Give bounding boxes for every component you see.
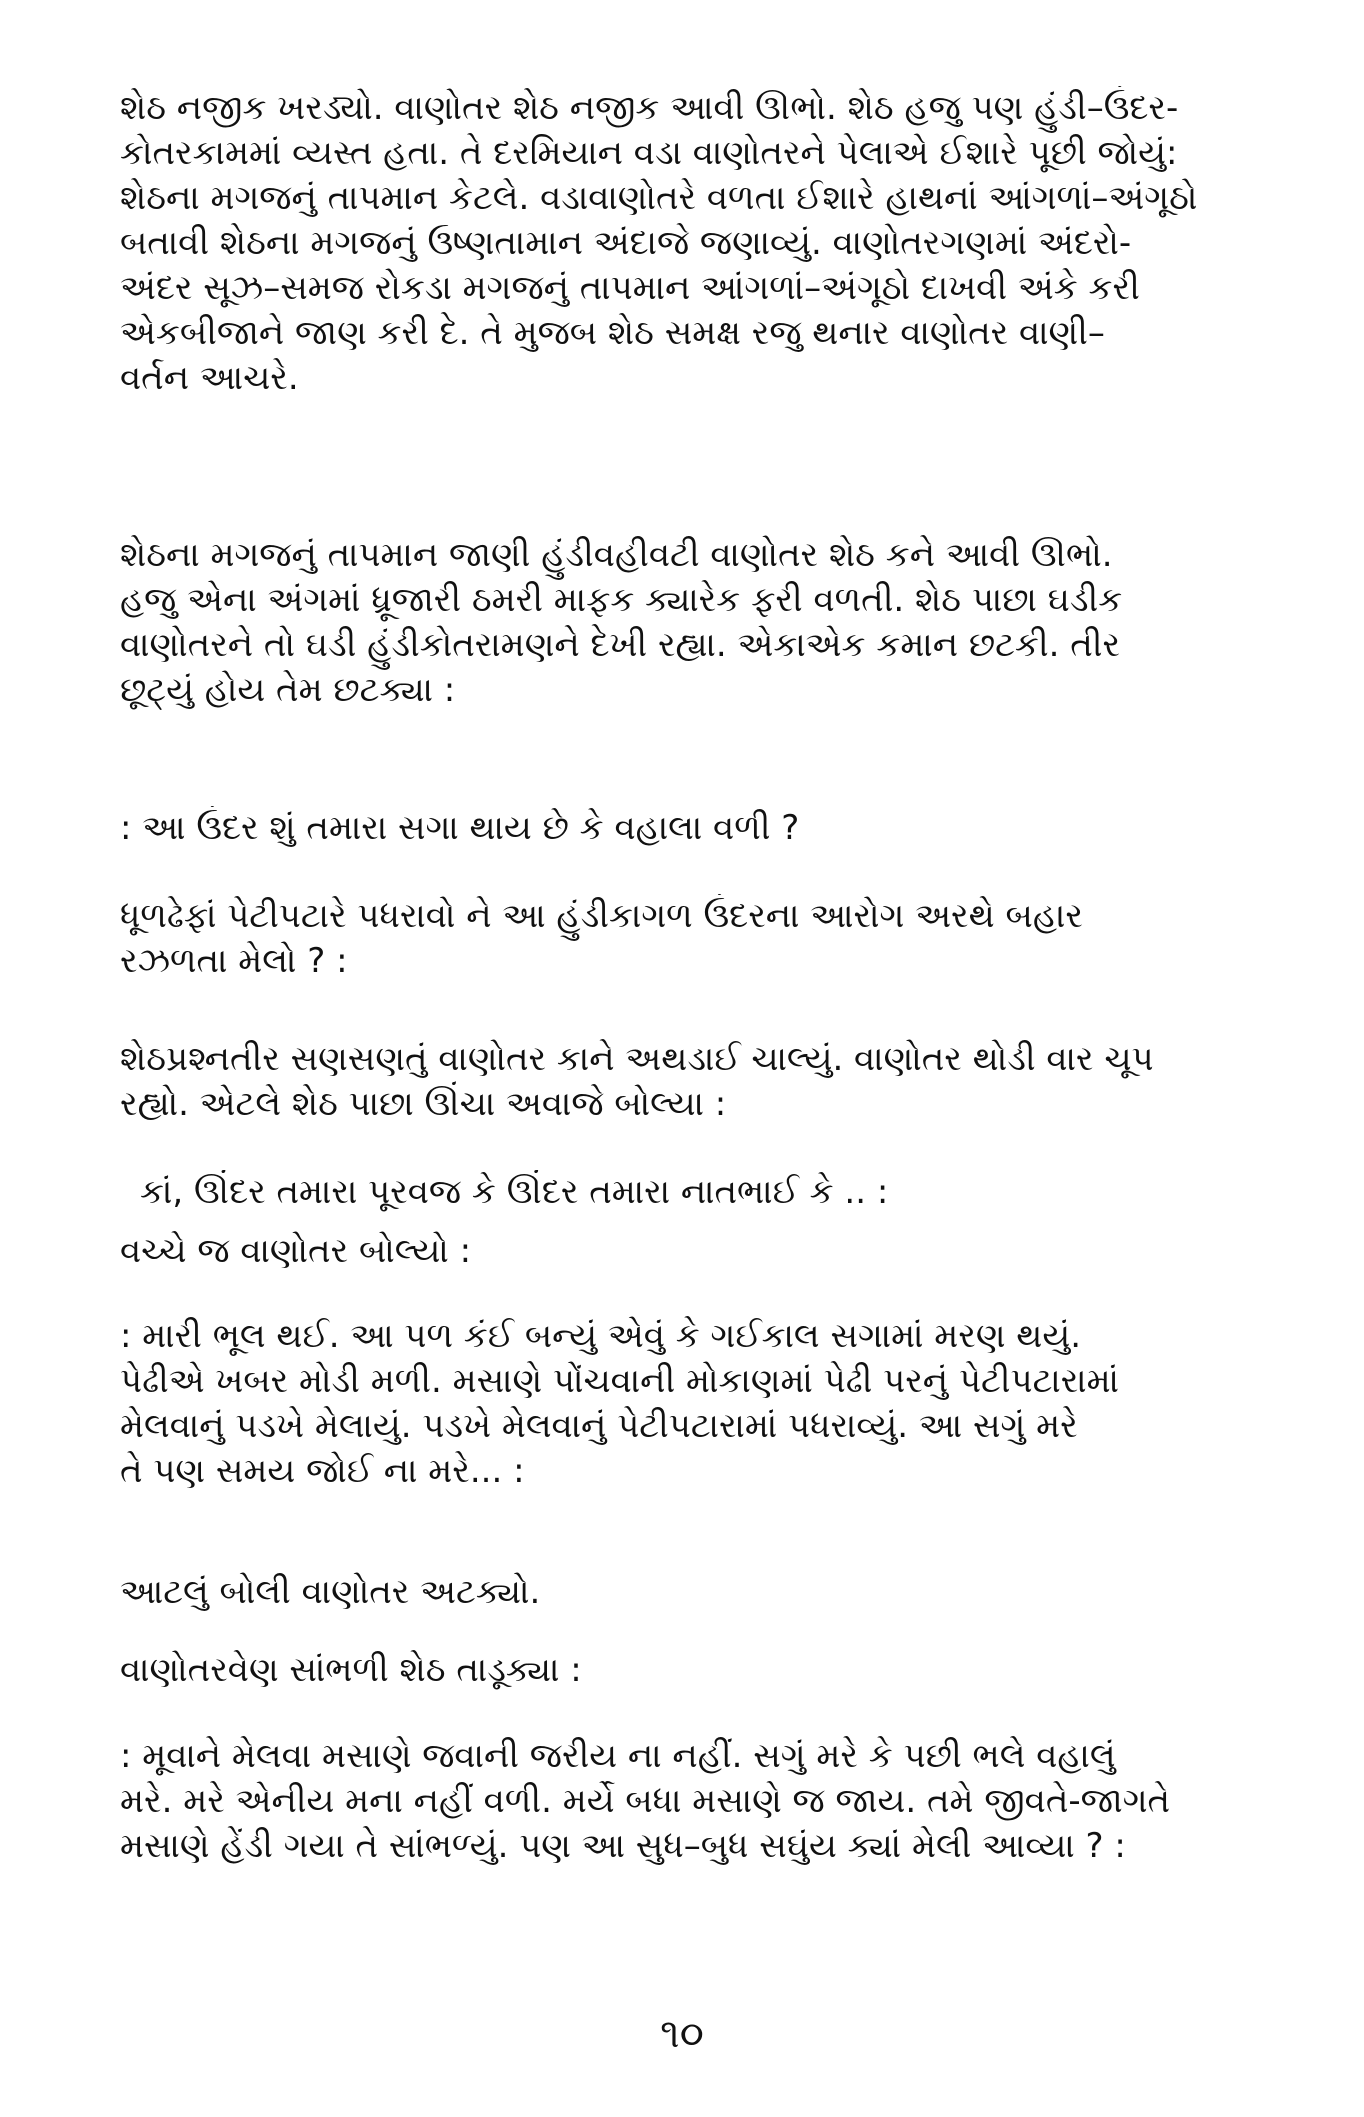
text-line: મેલવાનું પડખે મેલાયું. પડખે મેલવાનું પેટીપટારામાં પધરાવ્યું. આ સગું મરે [120,1406,1078,1446]
text-line: શેઠના મગજનું તાપમાન કેટલે. વડાવાણોતરે વળતા ઈશારે હાથનાં આંગળાં–અંગૂઠો [120,178,1198,218]
text-line: : મૂવાને મેલવા મસાણે જવાની જરીય ના નહીં. સગું મરે કે પછી ભલે વહાલું [120,1736,1116,1776]
paragraph-3 [120,806,1250,851]
text-line: પેઢીએ ખબર મોડી મળી. મસાણે પોંચવાની મોકાણમાં પેઢી પરનું પેટીપટારામાં [120,1361,1119,1401]
text-line: રઝળતા મેલો ? : [120,941,348,981]
text-line: મરે. મરે એનીય મના નહીં વળી. મર્યે બધા મસાણે જ જાય. તમે જીવતે-જાગતે [120,1781,1171,1821]
paragraph-7 [120,1229,1250,1274]
paragraph-10 [120,1648,1250,1693]
text-line: અંદર સૂઝ–સમજ રોકડા મગજનું તાપમાન આંગળાં–અંગૂઠો દાખવી અંકે કરી [120,268,1140,308]
text-line: એકબીજાને જાણ કરી દે. તે મુજબ શેઠ સમક્ષ રજુ થનાર વાણોતર વાણી– [120,313,1105,353]
text-line: કાં, ઊંદર તમારા પૂરવજ કે ઊંદર તમારા નાતભાઈ કે .. : [140,1172,889,1212]
text-line: વાણોતરને તો ઘડી હુંડીકોતરામણને દેખી રહ્યા. એકાએક કમાન છટકી. તીર [120,625,1121,665]
text-line: મસાણે હેંડી ગયા તે સાંભળ્યું. પણ આ સુધ–બુધ સઘુંય ક્યાં મેલી આવ્યા ? : [120,1826,1126,1866]
paragraph-1 [120,86,1250,401]
paragraph-9 [120,1570,1250,1615]
page-number: ૧૦ [660,2011,704,2057]
text-line: બતાવી શેઠના મગજનું ઉષ્ણતામાન અંદાજે જણાવ્યું. વાણોતરગણમાં અંદરો- [120,223,1132,263]
text-line: ધૂળઢેફાં પેટીપટારે પધરાવો ને આ હુંડીકાગળ ઉંદરના આરોગ અરથે બહાર [120,896,1083,936]
paragraph-6 [140,1170,1270,1215]
paragraph-4 [120,894,1250,984]
text-line: કોતરકામમાં વ્યસ્ત હતા. તે દરમિયાન વડા વાણોતરને પેલાએ ઈશારે પૂછી જોયું: [120,133,1178,173]
text-line: : મારી ભૂલ થઈ. આ પળ કંઈ બન્યું એવું કે ગઈકાલ સગામાં મરણ થયું. [120,1316,1082,1356]
text-line: વર્તન આચરે. [120,358,299,398]
paragraph-2 [120,533,1250,713]
text-line: વાણોતરવેણ સાંભળી શેઠ તાડૂક્યા : [120,1650,582,1690]
text-line: : આ ઉંદર શું તમારા સગા થાય છે કે વહાલા વળી ? [120,808,800,848]
text-line: આટલું બોલી વાણોતર અટક્યો. [120,1572,541,1612]
text-line: છૂટ્યું હોય તેમ છટક્યા : [120,670,456,710]
text-line: શેઠ નજીક ખરડ્યો. વાણોતર શેઠ નજીક આવી ઊભો. શેઠ હજુ પણ હુંડી–ઉંદર- [120,88,1179,128]
text-line: શેઠપ્રશ્નતીર સણસણતું વાણોતર કાને અથડાઈ ચાલ્યું. વાણોતર થોડી વાર ચૂપ [120,1039,1154,1079]
text-line: તે પણ સમય જોઈ ના મરે... : [120,1451,525,1491]
paragraph-11 [120,1734,1250,1869]
text-line: રહ્યો. એટલે શેઠ પાછા ઊંચા અવાજે બોલ્યા : [120,1084,727,1124]
text-line: હજુ એના અંગમાં ધ્રૂજારી ઠમરી માફક ક્યારેક ફરી વળતી. શેઠ પાછા ઘડીક [120,580,1123,620]
paragraph-8 [120,1314,1250,1494]
paragraph-5 [120,1037,1250,1127]
text-line: વચ્ચે જ વાણોતર બોલ્યો : [120,1231,472,1271]
text-line: શેઠના મગજનું તાપમાન જાણી હુંડીવહીવટી વાણોતર શેઠ કને આવી ઊભો. [120,535,1113,575]
